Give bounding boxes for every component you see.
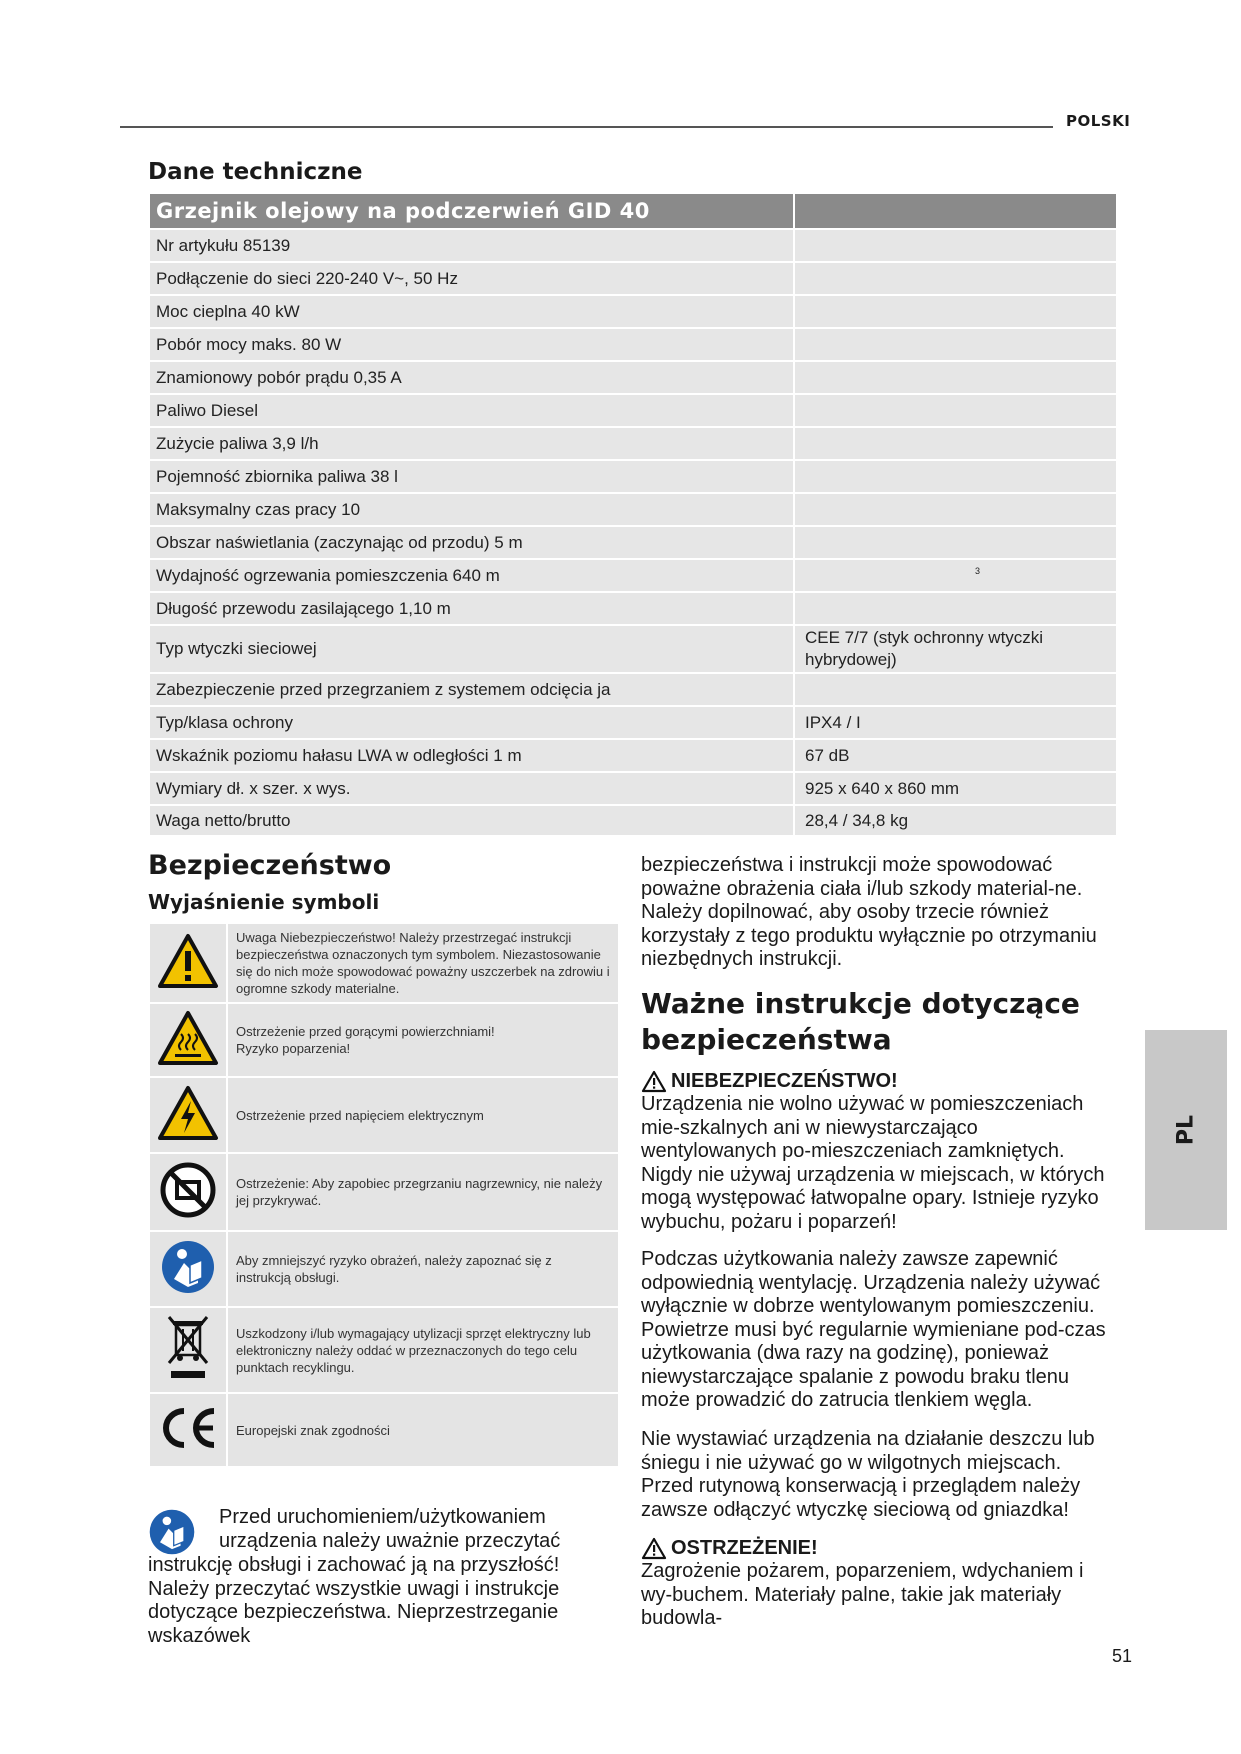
- table-row: [149, 592, 1117, 625]
- row-label: Typ wtyczki sieciowej: [149, 625, 794, 673]
- row-label: Waga netto/brutto: [149, 805, 794, 836]
- row-value: IPX4 / I: [794, 706, 1117, 739]
- row-value: CEE 7/7 (styk ochronny wtyczki hybrydowej): [794, 625, 1117, 673]
- row-value: [794, 427, 1117, 460]
- table-row: [149, 805, 1117, 836]
- symbol-row: [149, 923, 619, 1003]
- warning-icon: [641, 1070, 667, 1093]
- row-value: [794, 526, 1117, 559]
- table-row: [149, 262, 1117, 295]
- row-label: Maksymalny czas pracy 10: [149, 493, 794, 526]
- row-value: [794, 361, 1117, 394]
- table-row: [149, 328, 1117, 361]
- symbol-text: Uwaga Niebezpieczeństwo! Należy przestrzegać instrukcji bezpieczeństwa oznaczonych tym symbolem. Niezastosowanie się do nich może spowodować poważny uszczerbek na zdrowiu i ogromne szkody materialne.: [227, 923, 619, 1003]
- row-label: Zabezpieczenie przed przegrzaniem z systemem odcięcia ja: [149, 673, 794, 706]
- symbol-text: Aby zmniejszyć ryzyko obrażeń, należy zapoznać się z instrukcją obsługi.: [227, 1231, 619, 1307]
- header-empty-cell: [794, 193, 1117, 229]
- warning-icon: [641, 1537, 667, 1560]
- important-title: [641, 986, 1080, 1058]
- table-row: [149, 526, 1117, 559]
- language-side-tab: [1145, 1030, 1227, 1230]
- row-value: 28,4 / 34,8 kg: [794, 805, 1117, 836]
- tech-table: [148, 192, 1118, 837]
- row-value: [794, 262, 1117, 295]
- danger-label: NIEBEZPIECZEŃSTWO!: [671, 1070, 898, 1092]
- row-label: Moc cieplna 40 kW: [149, 295, 794, 328]
- tech-title: Dane techniczne: [148, 159, 363, 185]
- warning-heading: [641, 1537, 818, 1560]
- row-value: [794, 592, 1117, 625]
- warning-icon: [149, 923, 227, 1003]
- tech-table-header: [149, 193, 1117, 229]
- table-row: [149, 772, 1117, 805]
- danger-paragraph: Urządzenia nie wolno używać w pomieszczeniach mie-szkalnych ani w niewystarczająco wentylowanych po-mieszczeniach zamkniętych. Nigdy nie używaj urządzenia w miejscach, w których mogą występować łatwopalne opary. Istnieje ryzyko wybuchu, pożaru i poparzeń!: [641, 1093, 1105, 1233]
- symbol-text: Ostrzeżenie przed gorącymi powierzchniami! Ryzyko poparzenia!: [227, 1003, 619, 1077]
- row-label: Wymiary dł. x szer. x wys.: [149, 772, 794, 805]
- safety-continued-paragraph: bezpieczeństwa i instrukcji może spowodować poważne obrażenia ciała i/lub szkody material-ne. Należy dopilnować, aby osoby trzecie również korzystały z tego produktu wyłącznie po otrzymaniu niezbędnych instrukcji.: [641, 854, 1097, 970]
- table-row: [149, 673, 1117, 706]
- symbol-text: Uszkodzony i/lub wymagający utylizacji sprzęt elektryczny lub elektroniczny należy oddać w przeznaczonych do tego celu punktach recyklingu.: [227, 1307, 619, 1393]
- ventilation-paragraph: Podczas użytkowania należy zawsze zapewnić odpowiednią wentylację. Urządzenia należy używać wyłącznie w dobrze wentylowanym pomieszczeniu. Powietrze musi być regularnie wymieniane pod-czas użytkowania (dwa razy na godzinę), ponieważ niewystarczające spalanie z powodu braku tlenu może prowadzić do zatrucia tlenkiem węgla.: [641, 1248, 1106, 1411]
- table-row: [149, 493, 1117, 526]
- row-value: 67 dB: [794, 739, 1117, 772]
- header-language: POLSKI: [1066, 112, 1131, 130]
- product-name: Grzejnik olejowy na podczerwień GID 40: [149, 193, 794, 229]
- row-label: Długość przewodu zasilającego 1,10 m: [149, 592, 794, 625]
- table-row: [149, 625, 1117, 673]
- symbol-row: [149, 1393, 619, 1467]
- safety-title: Bezpieczeństwo: [148, 850, 392, 881]
- row-label: Pojemność zbiornika paliwa 38 l: [149, 460, 794, 493]
- row-value: 925 x 640 x 860 mm: [794, 772, 1117, 805]
- electric-shock-icon: [149, 1077, 227, 1153]
- important-title-line-2: bezpieczeństwa: [641, 1023, 892, 1056]
- rain-paragraph: Nie wystawiać urządzenia na działanie deszczu lub śniegu i nie używać go w wilgotnych miejscach. Przed rutynową konserwacją i przeglądem należy zawsze odłączyć wtyczkę sieciową od gniazdka!: [641, 1428, 1095, 1521]
- row-label: Podłączenie do sieci 220-240 V~, 50 Hz: [149, 262, 794, 295]
- table-row: [149, 361, 1117, 394]
- row-label: Typ/klasa ochrony: [149, 706, 794, 739]
- header-rule: [120, 126, 1053, 128]
- row-label: Paliwo Diesel: [149, 394, 794, 427]
- row-value: [794, 229, 1117, 262]
- intro-paragraph: instrukcję obsługi i zachować ją na przyszłość! Należy przeczytać wszystkie uwagi i instrukcje dotyczące bezpieczeństwa. Nieprzestrzeganie wskazówek: [148, 1554, 560, 1647]
- important-title-line-1: Ważne instrukcje dotyczące: [641, 987, 1080, 1020]
- symbols-table: [148, 922, 620, 1468]
- intro-line-1: Przed uruchomieniem/użytkowaniem: [219, 1506, 546, 1528]
- row-value: [794, 673, 1117, 706]
- symbols-subtitle: Wyjaśnienie symboli: [148, 890, 380, 914]
- table-row: [149, 559, 1117, 592]
- intro-line-2: urządzenia należy uważnie przeczytać: [219, 1530, 561, 1552]
- symbol-text: Ostrzeżenie: Aby zapobiec przegrzaniu nagrzewnicy, nie należy jej przykrywać.: [227, 1153, 619, 1231]
- table-row: [149, 394, 1117, 427]
- row-label: Wydajność ogrzewania pomieszczenia 640 m: [149, 559, 794, 592]
- row-value: [794, 295, 1117, 328]
- warning-label: OSTRZEŻENIE!: [671, 1537, 818, 1559]
- row-label: Znamionowy pobór prądu 0,35 A: [149, 361, 794, 394]
- row-label: Nr artykułu 85139: [149, 229, 794, 262]
- danger-heading: [641, 1070, 898, 1093]
- row-label: Zużycie paliwa 3,9 l/h: [149, 427, 794, 460]
- warning-paragraph: Zagrożenie pożarem, poparzeniem, wdychaniem i wy-buchem. Materiały palne, takie jak materiały budowla-: [641, 1560, 1084, 1629]
- table-row: [149, 460, 1117, 493]
- row-label: Pobór mocy maks. 80 W: [149, 328, 794, 361]
- table-row: [149, 739, 1117, 772]
- row-value: [794, 328, 1117, 361]
- row-label: Wskaźnik poziomu hałasu LWA w odległości 1 m: [149, 739, 794, 772]
- weee-bin-icon: [149, 1307, 227, 1393]
- symbol-text: Ostrzeżenie przed napięciem elektrycznym: [227, 1077, 619, 1153]
- language-side-tab-label: PL: [1173, 1114, 1199, 1146]
- symbol-row: [149, 1077, 619, 1153]
- row-label: Obszar naświetlania (zaczynając od przodu) 5 m: [149, 526, 794, 559]
- row-value: [794, 460, 1117, 493]
- table-row: [149, 229, 1117, 262]
- table-row: [149, 295, 1117, 328]
- row-value-superscript: 3: [794, 559, 1117, 592]
- symbol-row: [149, 1003, 619, 1077]
- symbol-text: Europejski znak zgodności: [227, 1393, 619, 1467]
- symbol-row: [149, 1307, 619, 1393]
- hot-surface-icon: [149, 1003, 227, 1077]
- symbol-row: [149, 1153, 619, 1231]
- read-manual-icon: [149, 1231, 227, 1307]
- do-not-cover-icon: [149, 1153, 227, 1231]
- row-value: [794, 394, 1117, 427]
- table-row: [149, 706, 1117, 739]
- table-row: [149, 427, 1117, 460]
- ce-mark-icon: [149, 1393, 227, 1467]
- page-number: 51: [1112, 1646, 1133, 1666]
- row-value: [794, 493, 1117, 526]
- symbol-row: [149, 1231, 619, 1307]
